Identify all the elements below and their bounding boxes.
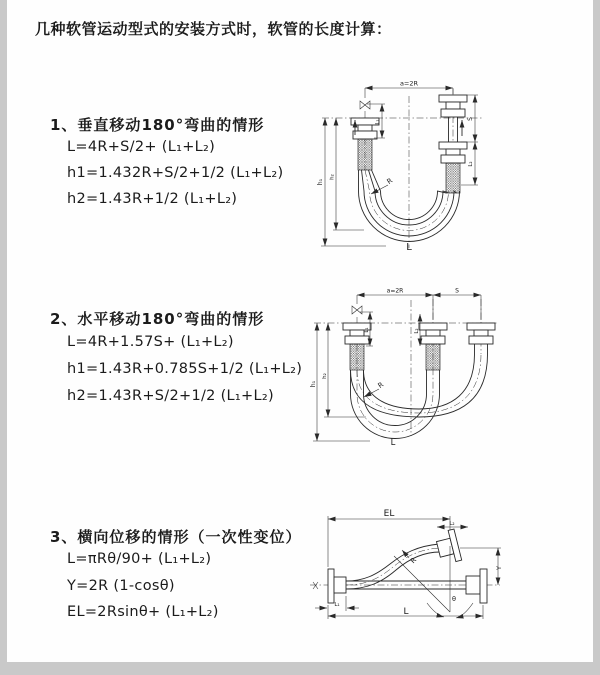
valve-icon xyxy=(360,101,370,109)
dim-label-l2: L₂ xyxy=(468,161,474,167)
dim-label-l1: L₁ xyxy=(364,327,370,333)
dim-label-angle: θ xyxy=(452,595,456,603)
valve-icon xyxy=(352,306,362,314)
dim-label-stroke: S xyxy=(455,287,459,295)
formula-2-length: L=4R+1.57S+ (L₁+L₂) xyxy=(67,334,234,350)
dim-label-length: L xyxy=(406,242,412,253)
dim-label-el: EL xyxy=(383,509,395,519)
formula-3-offset: Y=2R (1-cosθ) xyxy=(67,578,175,594)
diagram-lateral-displacement xyxy=(306,504,506,640)
dim-label-h1: h₁ xyxy=(317,178,324,186)
page-edge-left xyxy=(0,0,7,675)
dim-label-h2: h₂ xyxy=(329,174,336,180)
hose-curves xyxy=(351,354,488,439)
dim-label-radius: R xyxy=(408,556,419,566)
section-2-heading: 2、水平移动180°弯曲的情形 xyxy=(50,310,265,328)
page-title: 几种软管运动型式的安装方式时，软管的长度计算： xyxy=(35,20,392,38)
formula-1-h2: h2=1.43R+1/2 (L₁+L₂) xyxy=(67,191,238,207)
dim-label-span: a=2R xyxy=(386,287,404,295)
section-1-heading: 1、垂直移动180°弯曲的情形 xyxy=(50,116,265,134)
dimension-lines xyxy=(313,295,481,441)
right-flange-fitting xyxy=(439,95,467,193)
displaced-flange-fitting xyxy=(435,529,462,565)
braid-section xyxy=(426,344,440,370)
formula-1-h1: h1=1.432R+S/2+1/2 (L₁+L₂) xyxy=(67,165,284,181)
left-flange-fitting xyxy=(328,569,346,603)
dim-label-l2: L₂ xyxy=(449,521,455,527)
radius-leader xyxy=(364,389,379,397)
formula-3-el: EL=2Rsinθ+ (L₁+L₂) xyxy=(67,604,219,620)
middle-flange-fitting xyxy=(419,323,447,370)
dim-label-h1: h₁ xyxy=(310,380,317,388)
braid-section xyxy=(350,344,364,370)
dim-label-length: L xyxy=(403,607,409,617)
formula-2-h2: h2=1.43R+S/2+1/2 (L₁+L₂) xyxy=(67,388,274,404)
dim-label-radius: R xyxy=(376,380,386,391)
diagram-horizontal-180-bend xyxy=(308,284,504,448)
braid-section xyxy=(446,163,460,193)
radius-leader xyxy=(402,550,409,558)
dim-label-span: a=2R xyxy=(399,79,419,88)
page-edge-bottom xyxy=(0,662,600,675)
dim-label-length: L xyxy=(390,438,396,448)
hose-displaced-position xyxy=(346,544,440,589)
dim-label-l1: L₁ xyxy=(334,602,340,608)
dim-label-y: Y xyxy=(495,566,503,570)
right-flange-fitting xyxy=(466,569,487,603)
dimension-lines xyxy=(315,516,501,619)
formula-1-length: L=4R+S/2+ (L₁+L₂) xyxy=(67,139,216,155)
formula-3-length: L=πRθ/90+ (L₁+L₂) xyxy=(67,551,212,567)
centerline-mark xyxy=(313,582,318,589)
dim-label-l2: L₂ xyxy=(414,328,420,334)
section-3-heading: 3、横向位移的情形（一次性变位） xyxy=(50,528,302,546)
dim-label-radius: R xyxy=(385,176,395,187)
dim-label-l1: L₁ xyxy=(375,119,381,125)
dim-label-stroke: S xyxy=(467,117,474,121)
page-edge-right xyxy=(593,0,600,675)
braid-section xyxy=(358,139,372,170)
dim-label-h2: h₂ xyxy=(322,373,328,379)
centerlines xyxy=(314,299,498,436)
formula-2-h1: h1=1.43R+0.785S+1/2 (L₁+L₂) xyxy=(67,361,303,377)
diagram-vertical-180-bend xyxy=(314,78,494,252)
